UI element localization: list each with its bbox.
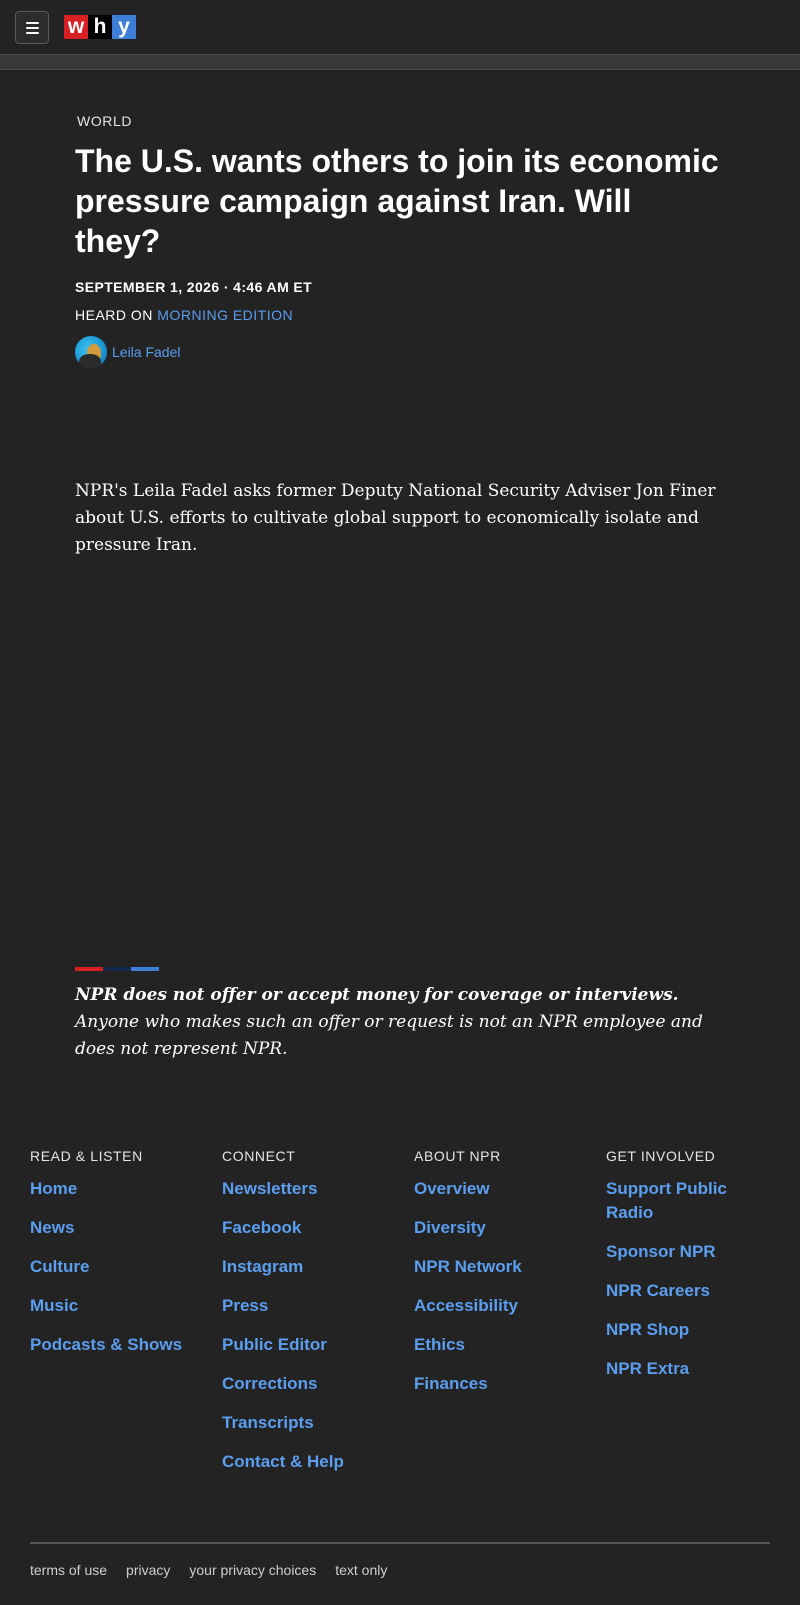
heard-on-prefix: HEARD ON	[75, 307, 158, 323]
footer-link-instagram[interactable]: Instagram	[222, 1257, 304, 1276]
footer-link-music[interactable]: Music	[30, 1296, 79, 1315]
legal-links	[30, 1562, 387, 1578]
footer-link-npr-extra[interactable]: NPR Extra	[606, 1359, 690, 1378]
footer-link-diversity[interactable]: Diversity	[414, 1218, 486, 1237]
site-header	[0, 0, 800, 55]
text-only-link[interactable]: text only	[335, 1562, 388, 1578]
logo-letter-y: y	[112, 15, 136, 39]
footer-link-newsletters[interactable]: Newsletters	[222, 1179, 318, 1198]
footer-link-news[interactable]: News	[30, 1218, 75, 1237]
footer-heading: READ & LISTEN	[30, 1148, 143, 1164]
ethics-color-bar	[75, 967, 159, 971]
footer-link-overview[interactable]: Overview	[414, 1179, 490, 1198]
terms-of-use-link[interactable]: terms of use	[30, 1562, 108, 1578]
menu-line	[26, 32, 39, 34]
station-logo[interactable]	[64, 15, 136, 39]
footer-link-corrections[interactable]: Corrections	[222, 1374, 318, 1393]
section-label[interactable]: WORLD	[77, 113, 133, 129]
ethics-bold: NPR does not offer or accept money for coverage or interviews.	[75, 985, 679, 1005]
footer-link-culture[interactable]: Culture	[30, 1257, 90, 1276]
footer-link-podcasts[interactable]: Podcasts & Shows	[30, 1335, 183, 1354]
author-avatar[interactable]	[75, 336, 107, 368]
headline: The U.S. wants others to join its economic pressure campaign against Iran. Will they?	[75, 143, 719, 259]
menu-line	[26, 22, 39, 24]
footer-link-transcripts[interactable]: Transcripts	[222, 1413, 314, 1432]
footer-column-about	[414, 1148, 606, 1489]
program-link[interactable]: MORNING EDITION	[157, 307, 294, 323]
footer-link-contact-help[interactable]: Contact & Help	[222, 1452, 344, 1471]
bar-red	[75, 967, 103, 971]
dateline: SEPTEMBER 1, 2026 · 4:46 AM ET	[75, 279, 313, 295]
footer-link-facebook[interactable]: Facebook	[222, 1218, 302, 1237]
footer-link-npr-careers[interactable]: NPR Careers	[606, 1281, 710, 1300]
footer-link-finances[interactable]: Finances	[414, 1374, 488, 1393]
footer-link-press[interactable]: Press	[222, 1296, 269, 1315]
footer-heading: ABOUT NPR	[414, 1148, 501, 1164]
footer-link-ethics[interactable]: Ethics	[414, 1335, 466, 1354]
privacy-choices-link[interactable]: your privacy choices	[189, 1562, 317, 1578]
menu-line	[26, 27, 39, 29]
footer-link-support-public-radio[interactable]: Support Public Radio	[606, 1179, 727, 1222]
footer-column-connect	[222, 1148, 414, 1489]
footer-link-npr-shop[interactable]: NPR Shop	[606, 1320, 690, 1339]
privacy-link[interactable]: privacy	[126, 1562, 171, 1578]
hamburger-menu-icon[interactable]	[15, 11, 49, 44]
footer-divider	[30, 1542, 770, 1544]
footer-link-public-editor[interactable]: Public Editor	[222, 1335, 327, 1354]
ethics-statement	[75, 982, 725, 1063]
footer-link-npr-network[interactable]: NPR Network	[414, 1257, 522, 1276]
heard-on	[75, 307, 293, 323]
player-bar	[0, 55, 800, 70]
byline	[75, 336, 181, 368]
logo-letter-h: h	[88, 15, 112, 39]
footer-heading: CONNECT	[222, 1148, 296, 1164]
footer-columns	[30, 1148, 770, 1489]
article-summary: NPR's Leila Fadel asks former Deputy National Security Adviser Jon Finer about U.S. efforts to cultivate global support to economically isolate and pressure Iran.	[75, 481, 716, 555]
bar-blue	[131, 967, 159, 971]
logo-letter-w: w	[64, 15, 88, 39]
footer-link-home[interactable]: Home	[30, 1179, 78, 1198]
footer-heading: GET INVOLVED	[606, 1148, 716, 1164]
footer-link-sponsor-npr[interactable]: Sponsor NPR	[606, 1242, 716, 1261]
ethics-text: Anyone who makes such an offer or request is not an NPR employee and does not represent NPR.	[75, 1012, 703, 1059]
author-link[interactable]: Leila Fadel	[112, 344, 181, 360]
footer-column-get-involved	[606, 1148, 770, 1489]
footer-link-accessibility[interactable]: Accessibility	[414, 1296, 518, 1315]
footer-column-read-listen	[30, 1148, 222, 1489]
bar-navy	[103, 967, 131, 971]
